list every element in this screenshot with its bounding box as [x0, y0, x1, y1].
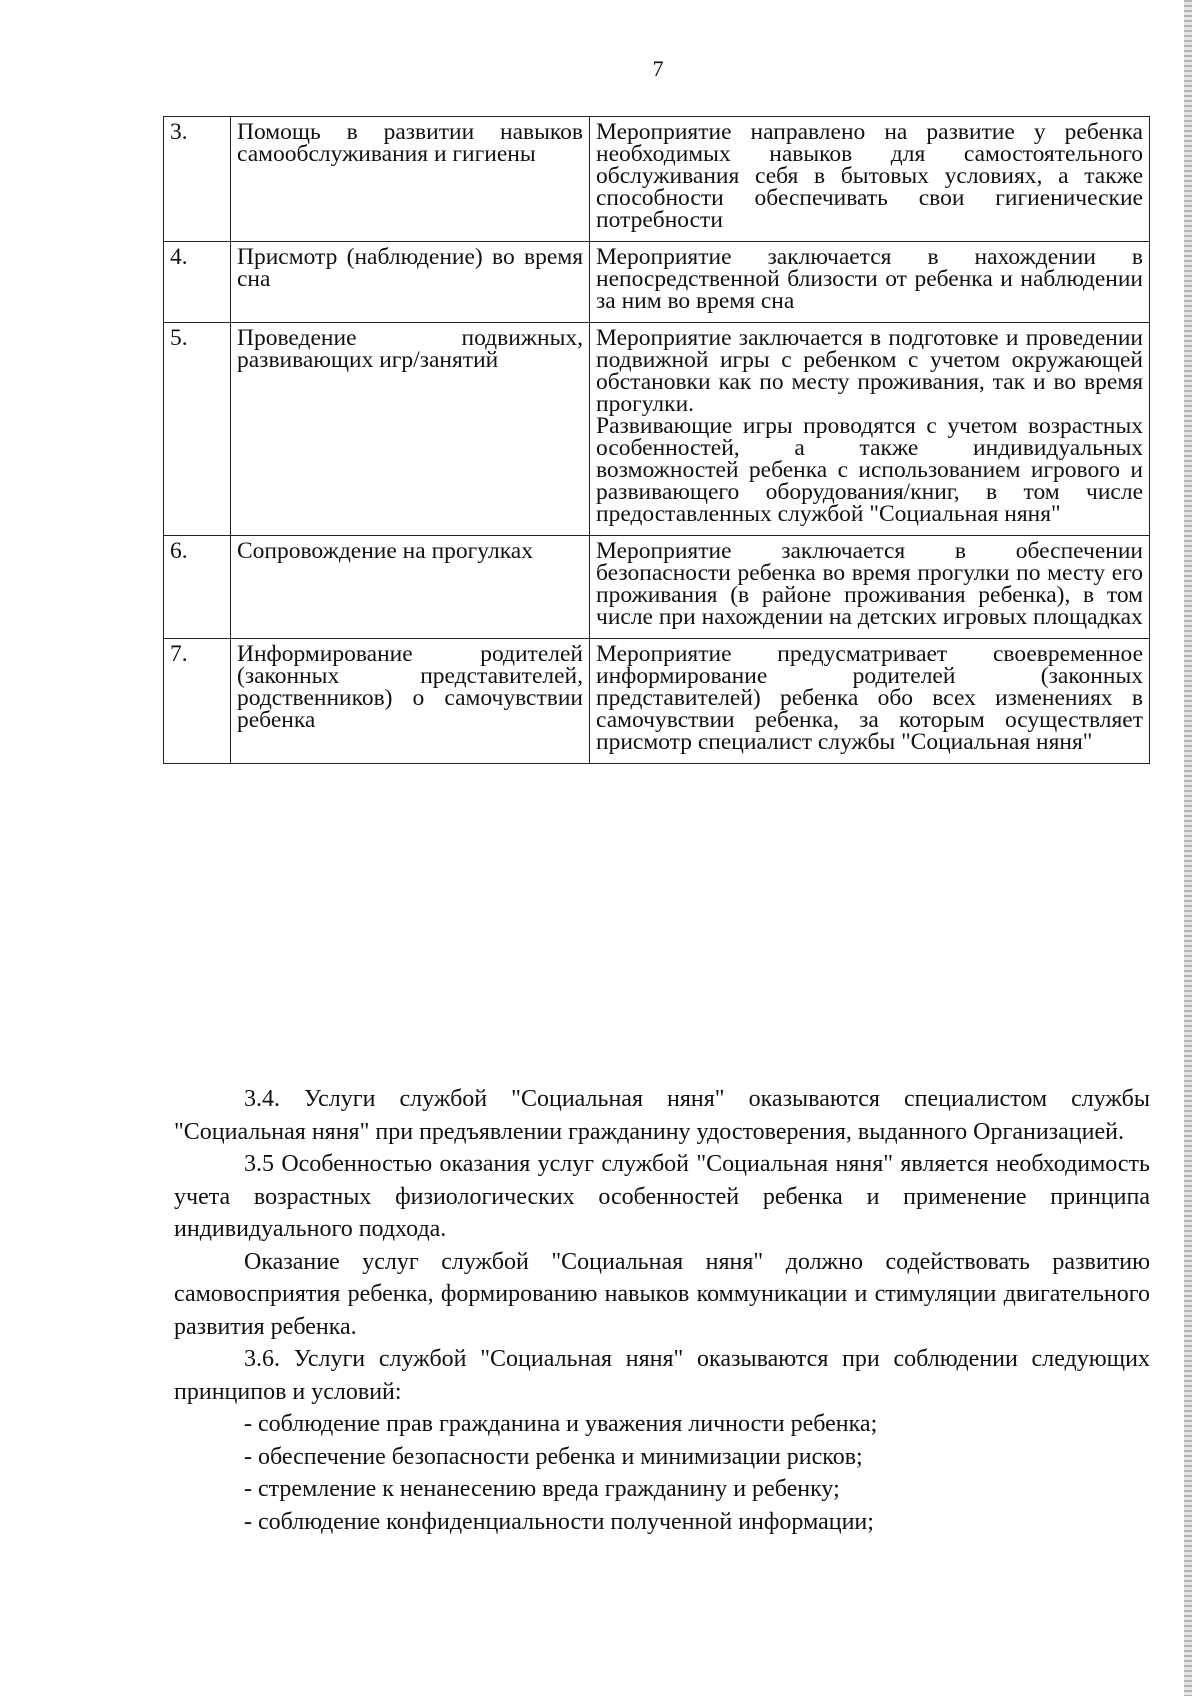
table-row: [164, 323, 1150, 536]
page-number: 7: [652, 56, 664, 81]
table-row: [164, 117, 1150, 242]
list-item: - соблюдение конфиденциальности полученной информации;: [244, 1508, 874, 1535]
service-name: Сопровождение на прогулках: [231, 536, 590, 639]
services-table: [163, 116, 1150, 764]
description-paragraph: Мероприятие заключается в нахождении в непосредственной близости от ребенка и наблюдении за ним во время сна: [596, 244, 1143, 314]
list-item: - соблюдение прав гражданина и уважения личности ребенка;: [244, 1411, 878, 1437]
service-description: [590, 323, 1150, 536]
row-number: 5.: [164, 323, 231, 536]
row-number: 7.: [164, 639, 231, 764]
description-paragraph: Развивающие игры проводятся с учетом возрастных особенностей, а также индивидуальных возможностей ребенка с использованием игрового и развивающего оборудования/книг, в том числе предоставленных службой "Социальная няня": [596, 413, 1143, 527]
description-paragraph: Мероприятие заключается в подготовке и проведении подвижной игры с ребенком с учетом окружающей обстановки как по месту проживания, так и во время прогулки.: [596, 325, 1143, 417]
service-description: [590, 117, 1150, 242]
service-description: [590, 639, 1150, 764]
body-text: [174, 1083, 1150, 1538]
table-row: [164, 639, 1150, 764]
description-paragraph: Мероприятие заключается в обеспечении безопасности ребенка во время прогулки по месту его проживания (в районе проживания ребенка), в том числе при нахождении на детских игровых площадках: [596, 538, 1143, 630]
row-number: 6.: [164, 536, 231, 639]
row-number: 3.: [164, 117, 231, 242]
service-name: Помощь в развитии навыков самообслуживания и гигиены: [231, 117, 590, 242]
row-number: 4.: [164, 242, 231, 323]
table-row: [164, 242, 1150, 323]
description-paragraph: Мероприятие направлено на развитие у ребенка необходимых навыков для самостоятельного обслуживания себя в бытовых условиях, а также способности обеспечивать свои гигиенические потребности: [596, 119, 1143, 233]
service-name: Информирование родителей (законных представителей, родственников) о самочувствии ребенка: [231, 639, 590, 764]
paragraph-3-6: 3.6. Услуги службой "Социальная няня" оказываются при соблюдении следующих принципов и условий:: [174, 1346, 1150, 1405]
table-row: [164, 536, 1150, 639]
paragraph-3-5-continued: Оказание услуг службой "Социальная няня" должно содействовать развитию самовосприятия ребенка, формированию навыков коммуникации и стимуляции двигательного развития ребенка.: [174, 1248, 1150, 1340]
list-item: - стремление к ненанесению вреда гражданину и ребенку;: [244, 1476, 840, 1502]
scan-edge-artifact: [1184, 0, 1192, 1696]
service-name: Проведение подвижных, развивающих игр/занятий: [231, 323, 590, 536]
list-item: - обеспечение безопасности ребенка и минимизации рисков;: [244, 1443, 863, 1470]
service-description: [590, 536, 1150, 639]
service-description: [590, 242, 1150, 323]
services-table-body: [164, 117, 1150, 764]
paragraph-3-4: 3.4. Услуги службой "Социальная няня" оказываются специалистом службы "Социальная няня" при предъявлении гражданину удостоверения, выданного Организацией.: [174, 1086, 1150, 1145]
description-paragraph: Мероприятие предусматривает своевременное информирование родителей (законных представителей) ребенка обо всех изменениях в самочувствии ребенка, за которым осуществляет присмотр специалист службы "Социальная няня": [596, 641, 1143, 755]
service-name: Присмотр (наблюдение) во время сна: [231, 242, 590, 323]
paragraph-3-5: 3.5 Особенностью оказания услуг службой "Социальная няня" является необходимость учета возрастных физиологических особенностей ребенка и применение принципа индивидуального подхода.: [174, 1151, 1150, 1242]
